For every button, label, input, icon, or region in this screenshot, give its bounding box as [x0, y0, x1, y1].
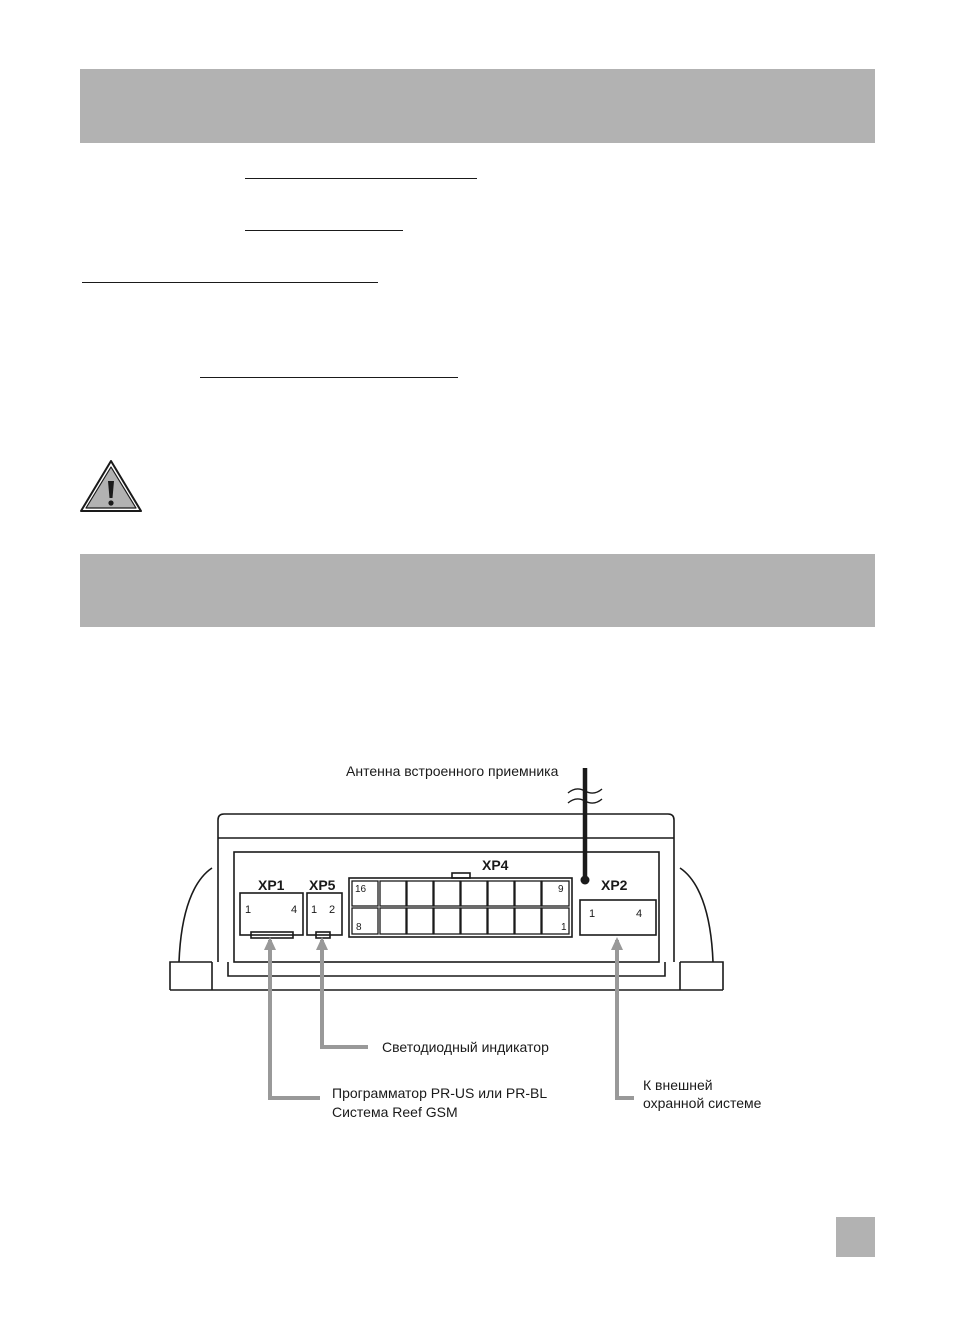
programmer-label-line1: Программатор PR-US или PR-BL: [332, 1085, 548, 1101]
xp2-pin-left: 1: [589, 908, 596, 920]
callout-leaders: [270, 940, 634, 1098]
xp4-label: XP4: [482, 857, 509, 873]
xp1-pin-right: 4: [291, 904, 298, 916]
xp1-pin-left: 1: [245, 904, 252, 916]
external-system-label-line1: К внешней: [643, 1077, 713, 1093]
xp4-pin-top-left: 16: [355, 884, 367, 895]
xp5-pin-right: 2: [329, 904, 336, 916]
antenna-wire: [568, 768, 602, 885]
xp1-label: XP1: [258, 877, 285, 893]
xp5-pin-left: 1: [311, 904, 318, 916]
xp5-label: XP5: [309, 877, 336, 893]
page-number-box: [836, 1217, 875, 1257]
external-system-label-line2: охранной системе: [643, 1095, 762, 1111]
antenna-label: Антенна встроенного приемника: [346, 763, 559, 779]
programmer-label-line2: Система Reef GSM: [332, 1104, 458, 1120]
xp4-pin-top-right: 9: [558, 884, 564, 895]
xp4-pin-grid: [352, 881, 569, 934]
xp4-pin-bottom-left: 8: [356, 922, 362, 933]
xp4-pin-bottom-right: 1: [561, 922, 567, 933]
led-indicator-label: Светодиодный индикатор: [382, 1039, 549, 1055]
xp2-pin-right: 4: [636, 908, 643, 920]
xp2-label: XP2: [601, 877, 628, 893]
